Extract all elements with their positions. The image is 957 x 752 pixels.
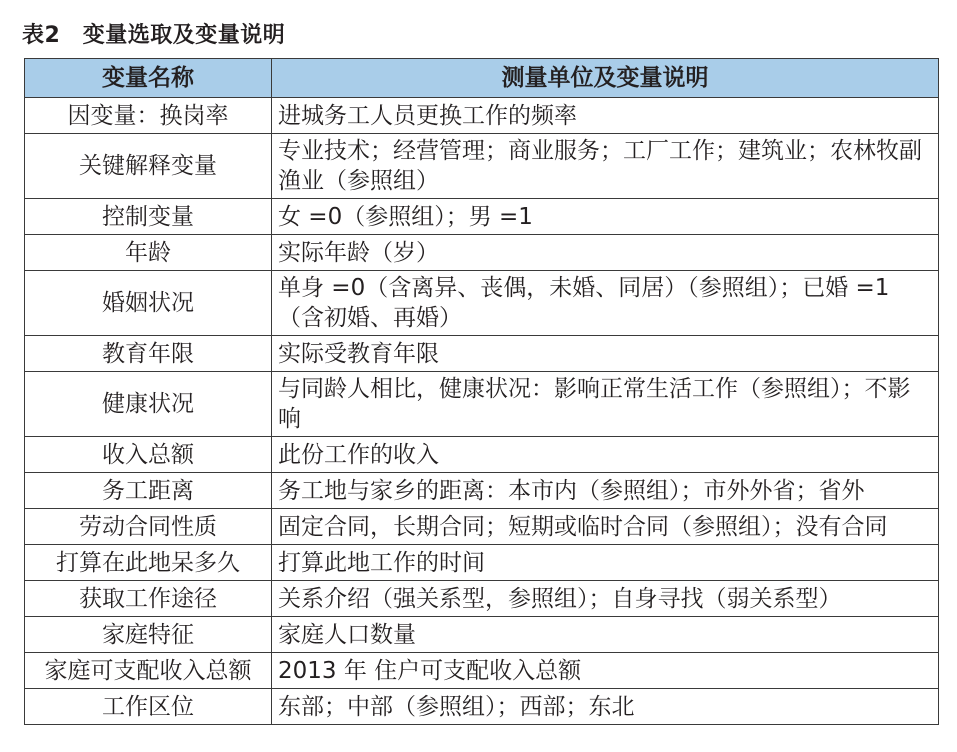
table-row bbox=[25, 689, 939, 725]
variable-description-cell: 实际年龄（岁） bbox=[272, 235, 939, 271]
variable-description-cell: 进城务工人员更换工作的频率 bbox=[272, 98, 939, 134]
table-row bbox=[25, 199, 939, 235]
variable-description-cell: 女 =0（参照组）；男 =1 bbox=[272, 199, 939, 235]
variable-name-cell: 关键解释变量 bbox=[25, 134, 272, 199]
variable-name-cell: 控制变量 bbox=[25, 199, 272, 235]
variable-description-cell: 此份工作的收入 bbox=[272, 437, 939, 473]
table-row bbox=[25, 336, 939, 372]
variable-description-cell: 固定合同，长期合同；短期或临时合同（参照组）；没有合同 bbox=[272, 509, 939, 545]
header-measurement-description: 测量单位及变量说明 bbox=[272, 59, 939, 98]
table-row bbox=[25, 271, 939, 336]
variable-name-cell: 婚姻状况 bbox=[25, 271, 272, 336]
variable-description-cell: 东部；中部（参照组）；西部；东北 bbox=[272, 689, 939, 725]
table-row bbox=[25, 437, 939, 473]
table-caption: 表2 变量选取及变量说明 bbox=[22, 23, 286, 48]
variables-table bbox=[24, 58, 939, 725]
variable-name-cell: 工作区位 bbox=[25, 689, 272, 725]
header-variable-name: 变量名称 bbox=[25, 59, 272, 98]
variable-description-cell: 单身 =0（含离异、丧偶，未婚、同居）（参照组）；已婚 =1（含初婚、再婚） bbox=[272, 271, 939, 336]
variable-description-cell: 家庭人口数量 bbox=[272, 617, 939, 653]
variable-name-cell: 打算在此地呆多久 bbox=[25, 545, 272, 581]
variable-name-cell: 劳动合同性质 bbox=[25, 509, 272, 545]
variable-name-cell: 家庭可支配收入总额 bbox=[25, 653, 272, 689]
variable-description-cell: 2013 年 住户可支配收入总额 bbox=[272, 653, 939, 689]
variable-description-cell: 实际受教育年限 bbox=[272, 336, 939, 372]
table-header-row bbox=[25, 59, 939, 98]
table-row bbox=[25, 509, 939, 545]
table-row bbox=[25, 581, 939, 617]
table-row bbox=[25, 473, 939, 509]
variable-name-cell: 教育年限 bbox=[25, 336, 272, 372]
variable-description-cell: 打算此地工作的时间 bbox=[272, 545, 939, 581]
variable-name-cell: 收入总额 bbox=[25, 437, 272, 473]
table-row bbox=[25, 372, 939, 437]
table-row bbox=[25, 235, 939, 271]
variable-name-cell: 因变量：换岗率 bbox=[25, 98, 272, 134]
variable-description-cell: 关系介绍（强关系型，参照组）；自身寻找（弱关系型） bbox=[272, 581, 939, 617]
variable-description-cell: 与同龄人相比，健康状况：影响正常生活工作（参照组）；不影响 bbox=[272, 372, 939, 437]
table-row bbox=[25, 617, 939, 653]
table-row bbox=[25, 134, 939, 199]
variable-name-cell: 年龄 bbox=[25, 235, 272, 271]
variable-name-cell: 家庭特征 bbox=[25, 617, 272, 653]
variable-description-cell: 专业技术；经营管理；商业服务；工厂工作；建筑业；农林牧副渔业（参照组） bbox=[272, 134, 939, 199]
variable-name-cell: 健康状况 bbox=[25, 372, 272, 437]
variable-description-cell: 务工地与家乡的距离：本市内（参照组）；市外外省；省外 bbox=[272, 473, 939, 509]
table-row bbox=[25, 545, 939, 581]
table-row bbox=[25, 98, 939, 134]
variable-name-cell: 获取工作途径 bbox=[25, 581, 272, 617]
table-row bbox=[25, 653, 939, 689]
variable-name-cell: 务工距离 bbox=[25, 473, 272, 509]
